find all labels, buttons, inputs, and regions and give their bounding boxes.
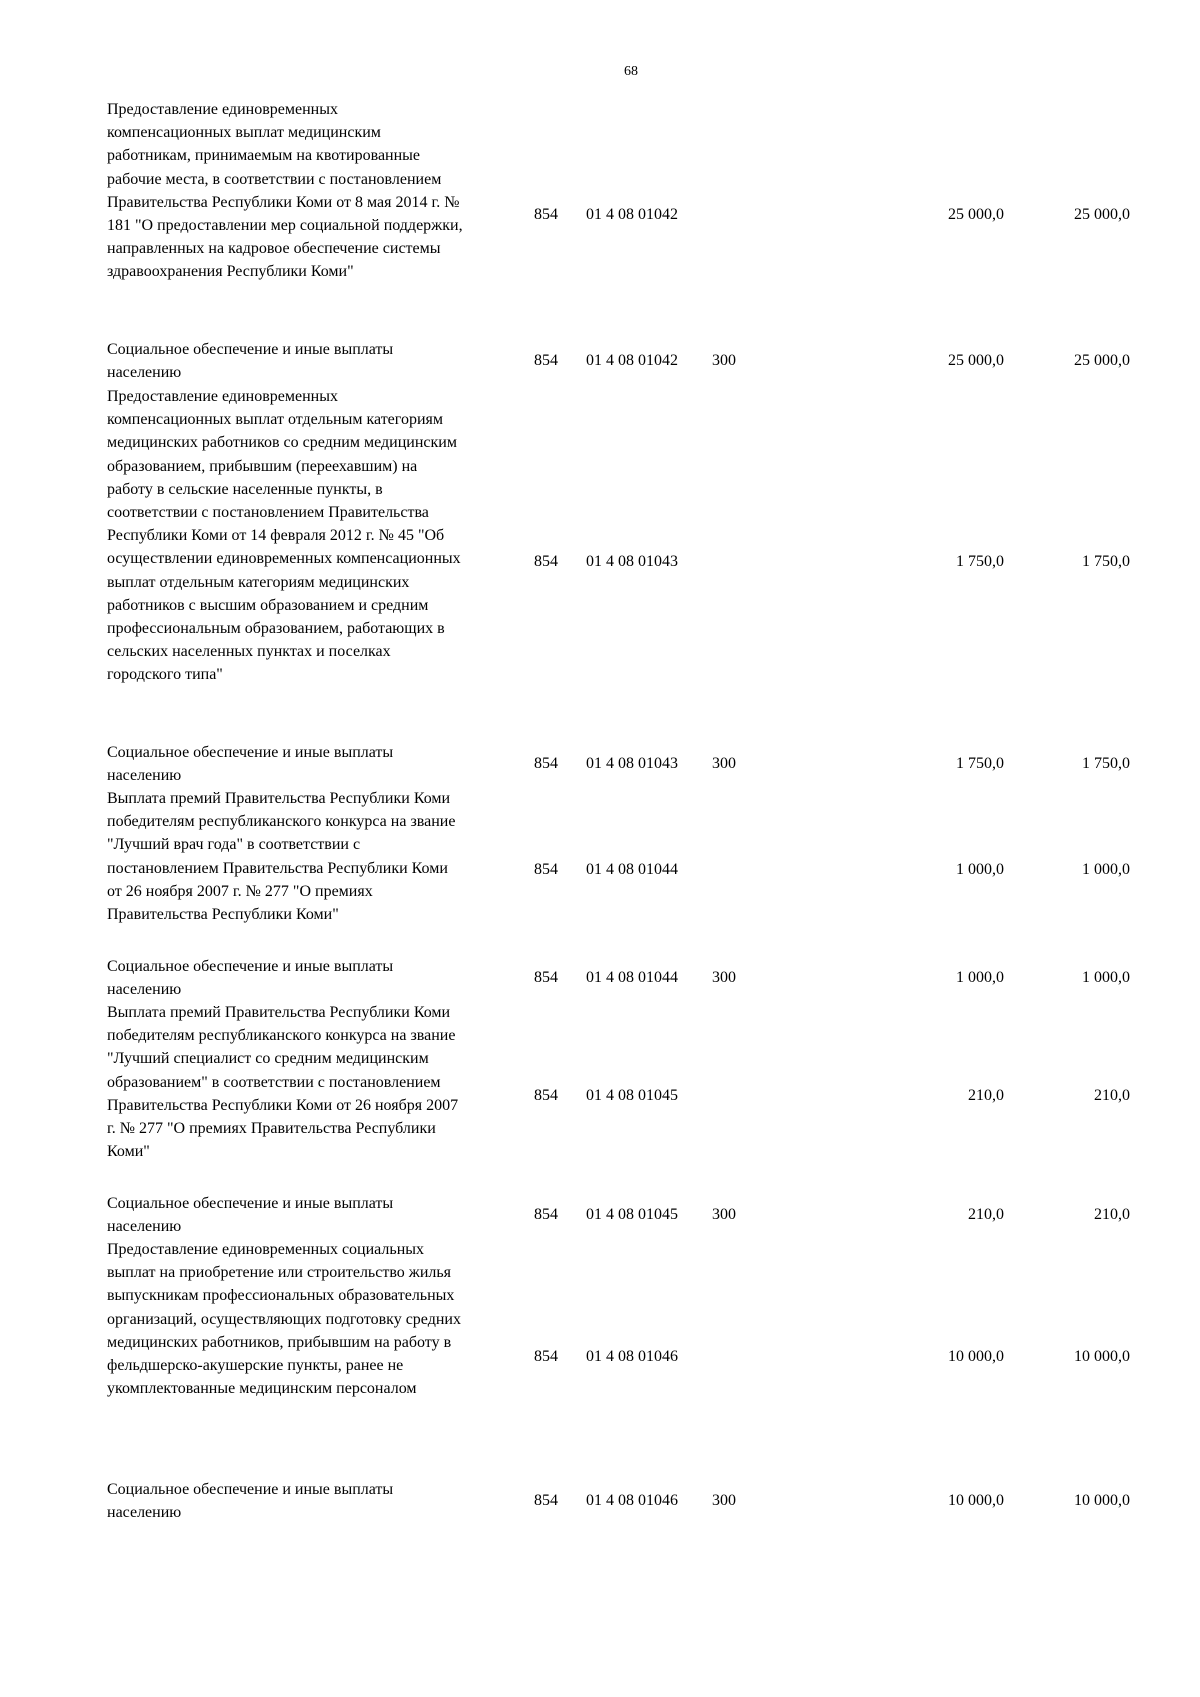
row-amount-year-2: 1 750,0	[1082, 755, 1130, 772]
row-amount-year-1: 210,0	[968, 1206, 1004, 1223]
row-amount-year-2: 210,0	[1094, 1087, 1130, 1104]
row-expense-type: 300	[712, 1206, 736, 1223]
row-expense-type: 300	[712, 352, 736, 369]
row-description: Социальное обеспечение и иные выплаты населению	[107, 958, 394, 999]
row-description: Выплата премий Правительства Республики Коми победителям республиканского конкурса на звание "Лучший врач года" в соответствии с постановлением Правительства Республики Коми от 26 ноября 2007 г. № 277 "О премиях Правительства Республики Коми"	[107, 790, 456, 924]
row-amount-year-1: 25 000,0	[948, 206, 1004, 223]
row-amount-year-1: 210,0	[968, 1087, 1004, 1104]
row-ministry-code: 854	[534, 969, 558, 986]
row-amount-year-2: 25 000,0	[1074, 352, 1130, 369]
row-ministry-code: 854	[534, 553, 558, 570]
row-target-code: 01 4 08 01046	[586, 1348, 678, 1365]
row-amount-year-2: 1 000,0	[1082, 861, 1130, 878]
row-description: Выплата премий Правительства Республики Коми победителям республиканского конкурса на звание "Лучший специалист со средним медицинским образованием" в соответствии с постановлением Правительства Республики Коми от 26 ноября 2007 г. № 277 "О премиях Правительства Республики Коми"	[107, 1004, 459, 1161]
row-amount-year-1: 25 000,0	[948, 352, 1004, 369]
row-target-code: 01 4 08 01042	[586, 352, 678, 369]
row-description: Социальное обеспечение и иные выплаты населению	[107, 744, 394, 785]
row-ministry-code: 854	[534, 755, 558, 772]
row-target-code: 01 4 08 01045	[586, 1087, 678, 1104]
row-target-code: 01 4 08 01043	[586, 755, 678, 772]
row-target-code: 01 4 08 01043	[586, 553, 678, 570]
row-amount-year-2: 25 000,0	[1074, 206, 1130, 223]
row-description: Социальное обеспечение и иные выплаты населению	[107, 341, 394, 382]
row-expense-type: 300	[712, 969, 736, 986]
row-target-code: 01 4 08 01045	[586, 1206, 678, 1223]
page-number: 68	[624, 64, 638, 79]
row-expense-type: 300	[712, 1492, 736, 1509]
row-description: Социальное обеспечение и иные выплаты населению	[107, 1481, 394, 1522]
row-amount-year-1: 1 750,0	[956, 553, 1004, 570]
row-amount-year-1: 10 000,0	[948, 1492, 1004, 1509]
row-amount-year-1: 1 000,0	[956, 861, 1004, 878]
row-ministry-code: 854	[534, 352, 558, 369]
row-amount-year-2: 10 000,0	[1074, 1348, 1130, 1365]
row-amount-year-2: 1 750,0	[1082, 553, 1130, 570]
row-amount-year-2: 10 000,0	[1074, 1492, 1130, 1509]
row-amount-year-1: 1 000,0	[956, 969, 1004, 986]
row-ministry-code: 854	[534, 1087, 558, 1104]
row-ministry-code: 854	[534, 1492, 558, 1509]
row-target-code: 01 4 08 01044	[586, 969, 678, 986]
row-amount-year-2: 210,0	[1094, 1206, 1130, 1223]
row-amount-year-1: 1 750,0	[956, 755, 1004, 772]
row-amount-year-2: 1 000,0	[1082, 969, 1130, 986]
row-expense-type: 300	[712, 755, 736, 772]
row-ministry-code: 854	[534, 1348, 558, 1365]
row-ministry-code: 854	[534, 206, 558, 223]
row-description: Предоставление единовременных компенсационных выплат медицинским работникам, принимаемым на квотированные рабочие места, в соответствии с постановлением Правительства Республики Коми от 8 мая 2014 г. № 181 "О предоставлении мер социальной поддержки, направленных на кадровое обеспечение системы здравоохранения Республики Коми"	[107, 101, 463, 281]
row-description: Предоставление единовременных социальных выплат на приобретение или строительство жилья выпускникам профессиональных образовательных организаций, осуществляющих подготовку средних медицинских работников, прибывшим на работу в фельдшерско-акушерские пункты, ранее не укомплектованные медицинским персоналом	[107, 1241, 461, 1398]
row-target-code: 01 4 08 01042	[586, 206, 678, 223]
row-description: Предоставление единовременных компенсационных выплат отдельным категориям медицинских работников со средним медицинским образованием, прибывшим (переехавшим) на работу в сельские населенные пункты, в соответствии с постановлением Правительства Республики Коми от 14 февраля 2012 г. № 45 "Об осуществлении единовременных компенсационных выплат отдельным категориям медицинских работников с высшим образованием и средним профессиональным образованием, работающих в сельских населенных пунктах и поселках городского типа"	[107, 388, 461, 684]
row-ministry-code: 854	[534, 1206, 558, 1223]
row-ministry-code: 854	[534, 861, 558, 878]
row-target-code: 01 4 08 01046	[586, 1492, 678, 1509]
row-description: Социальное обеспечение и иные выплаты населению	[107, 1195, 394, 1236]
row-amount-year-1: 10 000,0	[948, 1348, 1004, 1365]
row-target-code: 01 4 08 01044	[586, 861, 678, 878]
